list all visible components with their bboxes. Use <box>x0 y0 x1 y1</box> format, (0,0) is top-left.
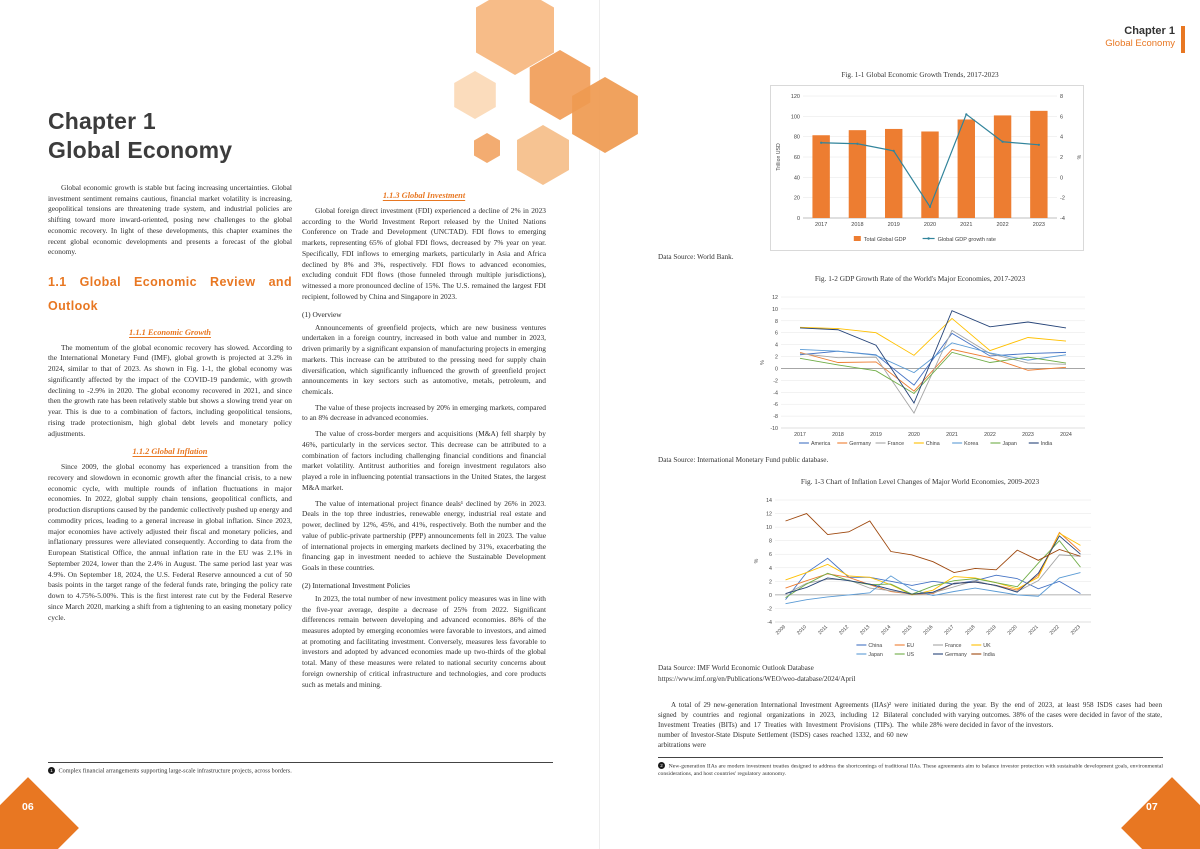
svg-text:2017: 2017 <box>815 222 828 228</box>
svg-text:-6: -6 <box>773 402 778 409</box>
svg-text:2015: 2015 <box>901 624 914 637</box>
overview-heading: (1) Overview <box>302 309 342 319</box>
svg-text:10: 10 <box>766 525 772 532</box>
svg-text:Korea: Korea <box>964 441 979 447</box>
svg-text:6: 6 <box>769 552 772 559</box>
header-accent-bar <box>1181 26 1185 53</box>
svg-text:Global GDP growth rate: Global GDP growth rate <box>937 237 996 243</box>
policies-heading: (2) International Investment Policies <box>302 580 411 590</box>
chapter-title-line2: Global Economy <box>48 136 233 163</box>
svg-text:China: China <box>868 643 883 649</box>
svg-text:2024: 2024 <box>1060 432 1072 438</box>
overview-paragraph-3: The value of cross-border mergers and acquisitions (M&A) fell sharply by 46%, particularly in the services sector. This decrease can be attributed to a combination of factors including challenging financial conditions and financial market volatility. Antitrust authorities and foreign investment regulators also played a role in influencing potential transactions in the United States, the largest M&A market. <box>302 429 546 492</box>
svg-text:-2: -2 <box>1060 195 1065 202</box>
global-investment-paragraph: Global foreign direct investment (FDI) experienced a decline of 2% in 2023 according to the World Investment Report released by the United Nations Conference on Trade and Development (UNCTAD). FDI flows to emerging markets, representing 65% of global FDI flows, decreased by 7% year on year. Specifically, FDI inflows to emerging markets, particularly in Asia and Africa declined by 8% and 3%, respectively. FDI flows to advanced economies, excluding conduit FDI flows (those funneled through multiple jurisdictions), witnessed a more pronounced decline of 15%. The U.S. remained the largest FDI recipient, followed by China and Singapore in 2023. <box>302 206 546 301</box>
page-corner-ribbon-left <box>0 777 79 849</box>
svg-text:80: 80 <box>793 134 800 141</box>
svg-text:France: France <box>945 643 962 649</box>
svg-text:-2: -2 <box>767 606 772 613</box>
svg-text:2022: 2022 <box>984 432 996 438</box>
fig3-source-url[interactable]: https://www.imf.org/en/Publications/WEO/weo-database/2024/April <box>658 674 856 683</box>
overview-paragraph-1: Announcements of greenfield projects, which are new business ventures undertaken in a foreign country, increased in both value and number in 2023, driven primarily by a significant expansion of manufacturing projects in emerging markets. This increase can be attributed to the pressing need for supply chain diversification, which significantly influenced the growth of greenfield project announcements in key sectors such as automotive, metals, petroleum, and chemicals. <box>302 322 546 397</box>
running-header-chapter: Chapter 1 <box>1124 25 1175 37</box>
hexagon-icon <box>454 71 496 119</box>
svg-text:UK: UK <box>983 643 991 649</box>
fig1-chart <box>770 85 1084 251</box>
svg-text:France: France <box>887 441 905 447</box>
svg-text:2018: 2018 <box>832 432 844 438</box>
svg-text:2023: 2023 <box>1022 432 1034 438</box>
svg-text:2022: 2022 <box>1048 624 1061 637</box>
svg-text:2012: 2012 <box>838 624 851 637</box>
overview-paragraph-2: The value of these projects increased by 20% in emerging markets, compared to an 8% decrease in advanced economies. <box>302 402 546 423</box>
right-page-column-2 <box>912 700 1162 757</box>
fig1-caption: Fig. 1-1 Global Economic Growth Trends, 2017-2023 <box>841 70 999 79</box>
svg-text:2019: 2019 <box>870 432 882 438</box>
global-inflation-paragraph: Since 2009, the global economy has experienced a transition from the recovery and slowdown in economic growth after the financial crisis, to a new economic cycle, with multiple rounds of inflation fluctuations in major economies. In 2022, global supply chain tensions, geopolitical conflicts, and production disruptions caused by the pandemic collectively pushed up energy and commodity prices, leading to a general increase in global inflation. Since 2023, major economies have actively adjusted their fiscal and monetary policies, and inflationary pressures were alleviated consequently. According to data from the European Statistical Office, the annual inflation rate in the EU was 2.1% in September 2024, lower than the 2.4% in August. The same period last year was 4.9%. On September 18, 2024, the U.S. Federal Reserve announced a cut of 50 basis points in the target range of the federal funds rate, bringing the policy rate down to 4.75%-5.00%. This is the first interest rate cut by the Federal Reserve since March 2020, marking a shift from a tightening to an easing monetary policy cycle. <box>48 462 292 622</box>
svg-text:-8: -8 <box>773 414 778 421</box>
svg-text:2017: 2017 <box>943 624 956 637</box>
hexagon-decoration <box>445 0 645 200</box>
svg-text:2: 2 <box>775 354 778 361</box>
svg-text:2010: 2010 <box>795 624 809 637</box>
svg-text:0: 0 <box>769 592 772 599</box>
svg-text:60: 60 <box>793 155 800 161</box>
svg-text:-4: -4 <box>773 390 778 397</box>
svg-text:-2: -2 <box>773 378 778 385</box>
intro-paragraph: Global economic growth is stable but facing increasing uncertainties. Global investment sentiment remains cautious, financial market volatility is increasing, geopolitical tensions are threatening trade system, and industrial policies are shifting toward more inward-oriented, posing new challenges to the global economic recovery. In light of these developments, this chapter examines the recent global economic developments and presents a forecast of the global economy. <box>48 183 292 257</box>
svg-text:US: US <box>906 652 915 658</box>
iias-paragraph-part-2: initiated during the year. By the end of 2023, at least 958 ISDS cases had been concluded with varying outcomes. 38% of the cases were decided in favor of the state, while 28% were decided in favor of the investors. <box>912 701 1162 730</box>
footnote-right-text: New-generation IIAs are modern investment treaties designed to address the shortcomings of traditional IIAs. These agreements aim to balance investor protection with sustainable development goals, environmental considerations, and host countries' regulatory autonomy. <box>658 763 1163 778</box>
svg-text:2020: 2020 <box>1006 624 1019 637</box>
right-page-column-1 <box>658 700 908 757</box>
svg-text:6: 6 <box>775 330 778 337</box>
svg-text:%: % <box>754 558 760 564</box>
svg-text:EU: EU <box>906 643 915 649</box>
running-header-title: Global Economy <box>1105 38 1175 49</box>
svg-text:2013: 2013 <box>859 624 872 637</box>
footnote-number-icon: 2 <box>658 762 665 769</box>
svg-text:%: % <box>1075 154 1081 160</box>
svg-text:2: 2 <box>769 579 772 586</box>
chapter-title <box>48 107 232 165</box>
svg-text:10: 10 <box>772 306 778 313</box>
svg-text:0: 0 <box>1060 175 1064 182</box>
footnote-left-text: Complex financial arrangements supporting large-scale infrastructure projects, across borders. <box>58 767 292 775</box>
svg-text:%: % <box>760 360 766 365</box>
section-1-1-3-heading: 1.1.3 Global Investment <box>382 191 466 200</box>
svg-text:8: 8 <box>1060 94 1064 100</box>
svg-text:2018: 2018 <box>964 624 977 637</box>
svg-text:2021: 2021 <box>1027 624 1040 637</box>
svg-text:4: 4 <box>769 565 772 572</box>
hexagon-icon <box>517 125 569 185</box>
svg-text:2009: 2009 <box>774 624 787 637</box>
left-page-column-1 <box>48 183 292 757</box>
svg-text:2016: 2016 <box>922 624 935 637</box>
svg-text:Japan: Japan <box>1002 441 1017 447</box>
svg-text:2018: 2018 <box>851 222 864 228</box>
svg-text:2020: 2020 <box>923 222 937 228</box>
svg-text:2022: 2022 <box>996 222 1009 228</box>
iias-paragraph-part-1: A total of 29 new-generation International Investment Agreements (IIAs)² were signed by countries and regional organizations in 2023, including 12 Bilateral Investment Treaties (BITs) and 17 Treaties with Investment Provisions (TIPs). The number of Investor-State Dispute Settlement (ISDS) cases reached 1332, and 60 new arbitrations were <box>658 701 908 750</box>
svg-text:0: 0 <box>775 366 778 373</box>
svg-text:40: 40 <box>793 175 800 182</box>
fig2-source: Data Source: International Monetary Fund public database. <box>658 456 829 464</box>
svg-text:Germany: Germany <box>849 441 872 447</box>
svg-text:Trillion USD: Trillion USD <box>776 143 782 171</box>
svg-text:America: America <box>810 441 831 447</box>
chapter-title-line1: Chapter 1 <box>48 108 156 134</box>
svg-text:120: 120 <box>790 94 800 100</box>
svg-text:4: 4 <box>1060 134 1064 141</box>
fig3-source-text: Data Source: IMF World Economic Outlook Database <box>658 664 814 672</box>
footnote-separator-left <box>48 762 553 763</box>
svg-text:6: 6 <box>1060 114 1064 121</box>
svg-text:12: 12 <box>766 511 772 518</box>
footnote-number-icon: 1 <box>48 767 55 774</box>
svg-text:Germany: Germany <box>945 652 967 658</box>
svg-text:2020: 2020 <box>908 432 920 438</box>
hexagon-icon <box>474 133 500 163</box>
svg-text:20: 20 <box>793 195 800 202</box>
svg-text:2023: 2023 <box>1032 222 1045 228</box>
fig3-source <box>658 663 855 685</box>
svg-text:2011: 2011 <box>817 624 830 637</box>
svg-text:Japan: Japan <box>868 652 883 658</box>
fig1-source: Data Source: World Bank. <box>658 253 734 261</box>
left-page-column-2 <box>302 183 546 757</box>
page-corner-ribbon-right <box>1121 777 1200 849</box>
overview-paragraph-4: The value of international project finance deals¹ declined by 26% in 2023. Deals in the top three industries, renewable energy, industrial real estate and power, declined by 12%, 45%, and 41%, respectively. Both the number and the value of public-private partnership (PPP) announcements fell in 2023. The value of international projects in emerging markets declined by 31%, exacerbating the financing gap in investment needed to achieve the Sustainable Development Goals in these countries. <box>302 498 546 573</box>
svg-text:4: 4 <box>775 342 778 349</box>
svg-text:2: 2 <box>1060 155 1064 161</box>
svg-text:Total Global GDP: Total Global GDP <box>863 237 907 243</box>
svg-text:-4: -4 <box>767 620 772 626</box>
footnote-separator-right <box>658 757 1163 758</box>
svg-text:2014: 2014 <box>880 624 893 637</box>
svg-text:2019: 2019 <box>985 624 998 637</box>
footnote-right <box>658 762 1163 779</box>
svg-text:0: 0 <box>796 216 800 222</box>
svg-text:14: 14 <box>766 498 772 504</box>
section-1-1-1-heading: 1.1.1 Economic Growth <box>129 327 211 337</box>
svg-text:100: 100 <box>790 114 800 121</box>
fig3-caption: Fig. 1-3 Chart of Inflation Level Changes of Major World Economies, 2009-2023 <box>800 477 1040 486</box>
svg-text:India: India <box>983 652 995 658</box>
economic-growth-paragraph: The momentum of the global economic recovery has slowed. According to the International Monetary Fund (IMF), global growth is projected at 3.2% in 2024, similar to that of 2023. As shown in Fig. 1-1, the global economy was significantly affected by the impact of the COVID-19 pandemic, with growth declining to -2.9% in 2020. The global economy recovered in 2021, and since then the growth rate has been relatively stable but shows a slowing trend year on year. This is due to a combination of factors, including geopolitical tensions, rising trade protectionism, high global debt levels and monetary policy adjustments. <box>48 342 292 438</box>
svg-text:India: India <box>1040 441 1053 447</box>
running-header <box>1020 25 1175 49</box>
fig3-chart <box>751 494 1099 660</box>
svg-text:-4: -4 <box>1060 216 1065 222</box>
svg-text:8: 8 <box>769 538 772 545</box>
policies-paragraph: In 2023, the total number of new investment policy measures was in line with the five-year average, despite a decrease of 25% from 2022. Significant differences remain between developing and advanced economies. 86% of the measures adopted by emerging economies were favorable to investors, and aimed at promoting and facilitating investment. Conversely, measures less favorable to investors and adopted by advanced economies made up two-thirds of the global total. Many of these measures were related to national security concerns about foreign ownership of critical infrastructure and technologies, and core products such as metals and mining. <box>302 593 546 689</box>
svg-text:8: 8 <box>775 318 778 325</box>
svg-text:2019: 2019 <box>887 222 900 228</box>
section-1-1-2-heading: 1.1.2 Global Inflation <box>132 447 208 457</box>
fig2-chart <box>757 291 1093 449</box>
page-number-right: 07 <box>1146 801 1158 813</box>
page-number-left: 06 <box>22 801 34 813</box>
svg-text:2017: 2017 <box>794 432 806 438</box>
footnote-left <box>48 767 553 776</box>
fig2-caption: Fig. 1-2 GDP Growth Rate of the World's Major Economies, 2017-2023 <box>814 274 1026 283</box>
section-1-1-heading: 1.1 Global Economic Review and Outlook <box>48 275 292 313</box>
svg-text:12: 12 <box>772 295 778 301</box>
svg-text:-10: -10 <box>770 426 778 432</box>
svg-text:2021: 2021 <box>946 432 958 438</box>
svg-text:2021: 2021 <box>960 222 973 228</box>
svg-text:2023: 2023 <box>1069 624 1082 637</box>
svg-text:China: China <box>925 441 940 447</box>
